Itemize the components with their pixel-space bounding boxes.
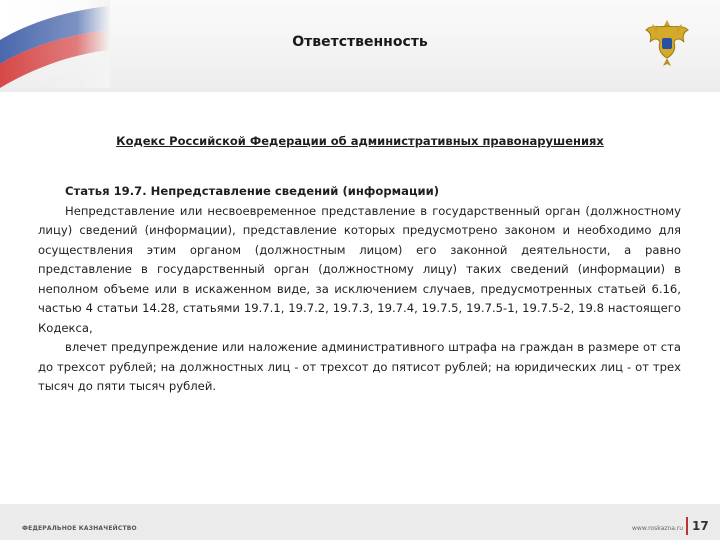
article-text	[38, 182, 681, 397]
slide-footer	[0, 504, 720, 540]
slide-header	[0, 0, 720, 88]
code-title: Кодекс Российской Федерации об административных правонарушениях	[116, 134, 604, 148]
page-number: 17	[692, 519, 709, 533]
article-heading: Статья 19.7. Непредставление сведений (информации)	[65, 184, 440, 198]
footer-org-name: ФЕДЕРАЛЬНОЕ КАЗНАЧЕЙСТВО	[22, 525, 137, 532]
article-paragraph: влечет предупреждение или наложение административного штрафа на граждан в размере от ста до трехсот рублей; на должностных лиц - от трехсот до пятисот рублей; на юридических лиц - от трех тысяч до пяти тысяч рублей.	[38, 340, 681, 393]
slide-title: Ответственность	[292, 34, 428, 50]
footer-website: www.roskazna.ru	[632, 525, 684, 532]
double-headed-eagle-icon	[640, 14, 694, 74]
footer-divider	[686, 517, 688, 535]
slide-body	[0, 92, 720, 504]
article-paragraph: Непредставление или несвоевременное представление в государственный орган (должностному лицу) сведений (информации), представление которых предусмотрено законом и необходимо для осуществления этим органом (должностным лицом) его законной деятельности, а равно представление в государственный орган (должностному лицу) таких сведений (информации) в неполном объеме или в искаженном виде, за исключением случаев, предусмотренных статьей 6.16, частью 4 статьи 14.28, статьями 19.7.1, 19.7.2, 19.7.3, 19.7.4, 19.7.5, 19.7.5-1, 19.7.5-2, 19.8 настоящего Кодекса,	[38, 203, 681, 335]
